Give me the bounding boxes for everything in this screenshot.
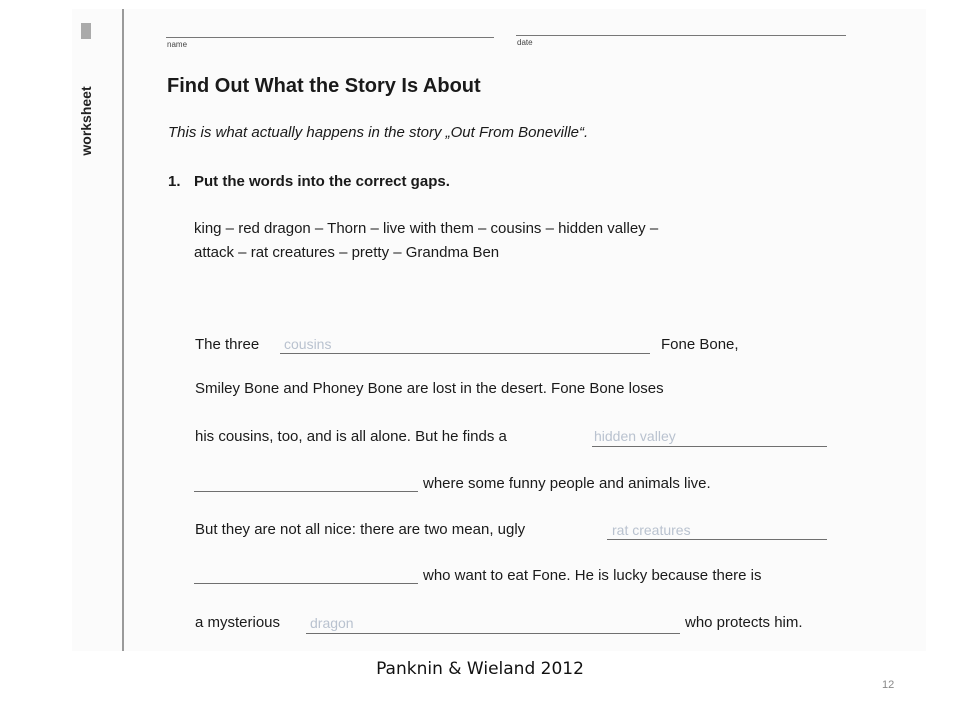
name-label: name — [167, 40, 188, 49]
worksheet-subtitle: This is what actually happens in the story „Out From Boneville“. — [168, 124, 589, 141]
answer-4: dragon — [310, 615, 354, 631]
worksheet-scan — [72, 9, 926, 651]
worksheet-marker — [81, 23, 91, 39]
line-5-text: But they are not all nice: there are two mean, ugly — [195, 521, 526, 538]
page-number: 12 — [882, 679, 895, 691]
gap-1[interactable] — [280, 353, 650, 354]
citation: Panknin & Wieland 2012 — [376, 659, 584, 679]
line-7-text: a mysterious — [195, 614, 281, 631]
date-line — [516, 35, 846, 36]
line-4-text: where some funny people and animals live. — [423, 475, 711, 492]
side-label — [74, 81, 98, 161]
line-6-text: who want to eat Fone. He is lucky because there is — [423, 567, 762, 584]
gap-4[interactable] — [306, 633, 680, 634]
gap-3-continued[interactable] — [194, 583, 418, 584]
instruction-number: 1. — [168, 173, 181, 190]
word-bank — [194, 217, 814, 265]
answer-3: rat creatures — [612, 522, 691, 538]
name-line — [166, 37, 494, 38]
gap-2-continued[interactable] — [194, 491, 418, 492]
line-7-end: who protects him. — [685, 614, 803, 631]
gap-2[interactable] — [592, 446, 827, 447]
word-bank-line-2: attack – rat creatures – pretty – Grandma Ben — [194, 244, 500, 261]
answer-1: cousins — [284, 336, 332, 352]
gap-3[interactable] — [607, 539, 827, 540]
side-label-text: worksheet — [78, 86, 94, 156]
instruction-text: Put the words into the correct gaps. — [194, 173, 450, 190]
margin-rule — [122, 9, 124, 651]
word-bank-line-1: king – red dragon – Thorn – live with them – cousins – hidden valley – — [194, 220, 659, 237]
line-1-text: The three — [195, 336, 260, 353]
line-2-text: Smiley Bone and Phoney Bone are lost in the desert. Fone Bone loses — [195, 380, 664, 397]
worksheet-title: Find Out What the Story Is About — [167, 75, 481, 97]
answer-2: hidden valley — [594, 428, 676, 444]
line-1-end: Fone Bone, — [661, 336, 739, 353]
date-label: date — [517, 38, 533, 47]
instruction — [168, 173, 450, 190]
line-3-text: his cousins, too, and is all alone. But he finds a — [195, 428, 507, 445]
